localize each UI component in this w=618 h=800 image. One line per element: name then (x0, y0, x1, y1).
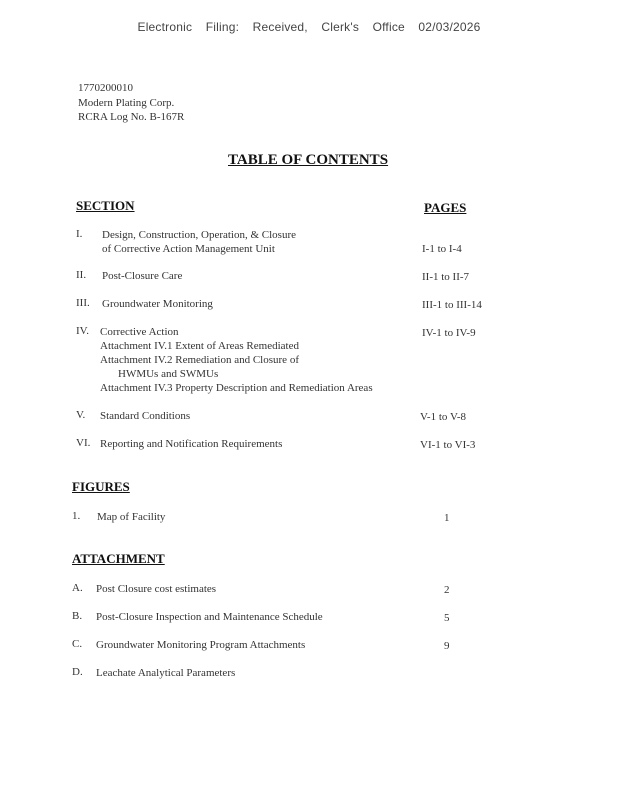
attachment-letter: A. (72, 582, 83, 594)
page-range: I-1 to I-4 (422, 243, 462, 255)
attachment-page: 2 (444, 584, 450, 596)
attachment-entry: Post-Closure Inspection and Maintenance Schedule (96, 611, 323, 623)
section-number: III. (76, 297, 90, 309)
page-title: TABLE OF CONTENTS (228, 152, 389, 168)
attachment-letter: B. (72, 610, 83, 622)
toc-entry: Post-Closure Care (102, 270, 183, 282)
figure-number: 1. (72, 510, 81, 522)
attachment-page: 9 (444, 640, 450, 652)
attachment-heading: ATTACHMENT (72, 551, 165, 566)
filing-banner: Electronic Filing: Received, Clerk's Office 02/03/2026 (137, 20, 481, 34)
attachment-letter: C. (72, 638, 83, 650)
attachment-letter: D. (72, 666, 83, 678)
section-number: IV. (76, 325, 89, 337)
page-range: IV-1 to IV-9 (422, 327, 476, 339)
figure-page: 1 (444, 512, 450, 524)
attachment-entry: Groundwater Monitoring Program Attachments (96, 639, 306, 651)
attachment-page: 5 (444, 612, 450, 624)
toc-entry: Design, Construction, Operation, & Closure of Corrective Action Management Unit (102, 229, 297, 255)
toc-entry: Standard Conditions (100, 410, 191, 422)
section-number: I. (76, 228, 83, 240)
toc-entry: Groundwater Monitoring (102, 298, 213, 310)
toc-entry: Reporting and Notification Requirements (100, 438, 283, 450)
pages-heading: PAGES (424, 200, 467, 215)
log-number: 1770200010 (78, 82, 133, 94)
toc-entry: Corrective Action Attachment IV.1 Extent of Areas Remediated Attachment IV.2 Remediation and Closure of HWMUs and SWMUs Attachment IV.3 Property Description and Remediation Areas (100, 326, 373, 394)
page-range: V-1 to V-8 (420, 411, 467, 423)
section-number: II. (76, 269, 87, 281)
attachment-entry: Post Closure cost estimates (96, 583, 217, 595)
figures-heading: FIGURES (72, 479, 130, 494)
rcra-log: RCRA Log No. B-167R (78, 111, 185, 123)
page-range: III-1 to III-14 (422, 299, 482, 311)
page-range: VI-1 to VI-3 (420, 439, 476, 451)
section-number: VI. (76, 437, 91, 449)
document-header (78, 81, 184, 125)
company-name: Modern Plating Corp. (78, 96, 175, 109)
page-range: II-1 to II-7 (422, 271, 470, 283)
section-heading: SECTION (76, 198, 135, 213)
figure-entry: Map of Facility (97, 511, 166, 523)
section-number: V. (76, 409, 86, 421)
attachment-entry: Leachate Analytical Parameters (96, 667, 236, 679)
